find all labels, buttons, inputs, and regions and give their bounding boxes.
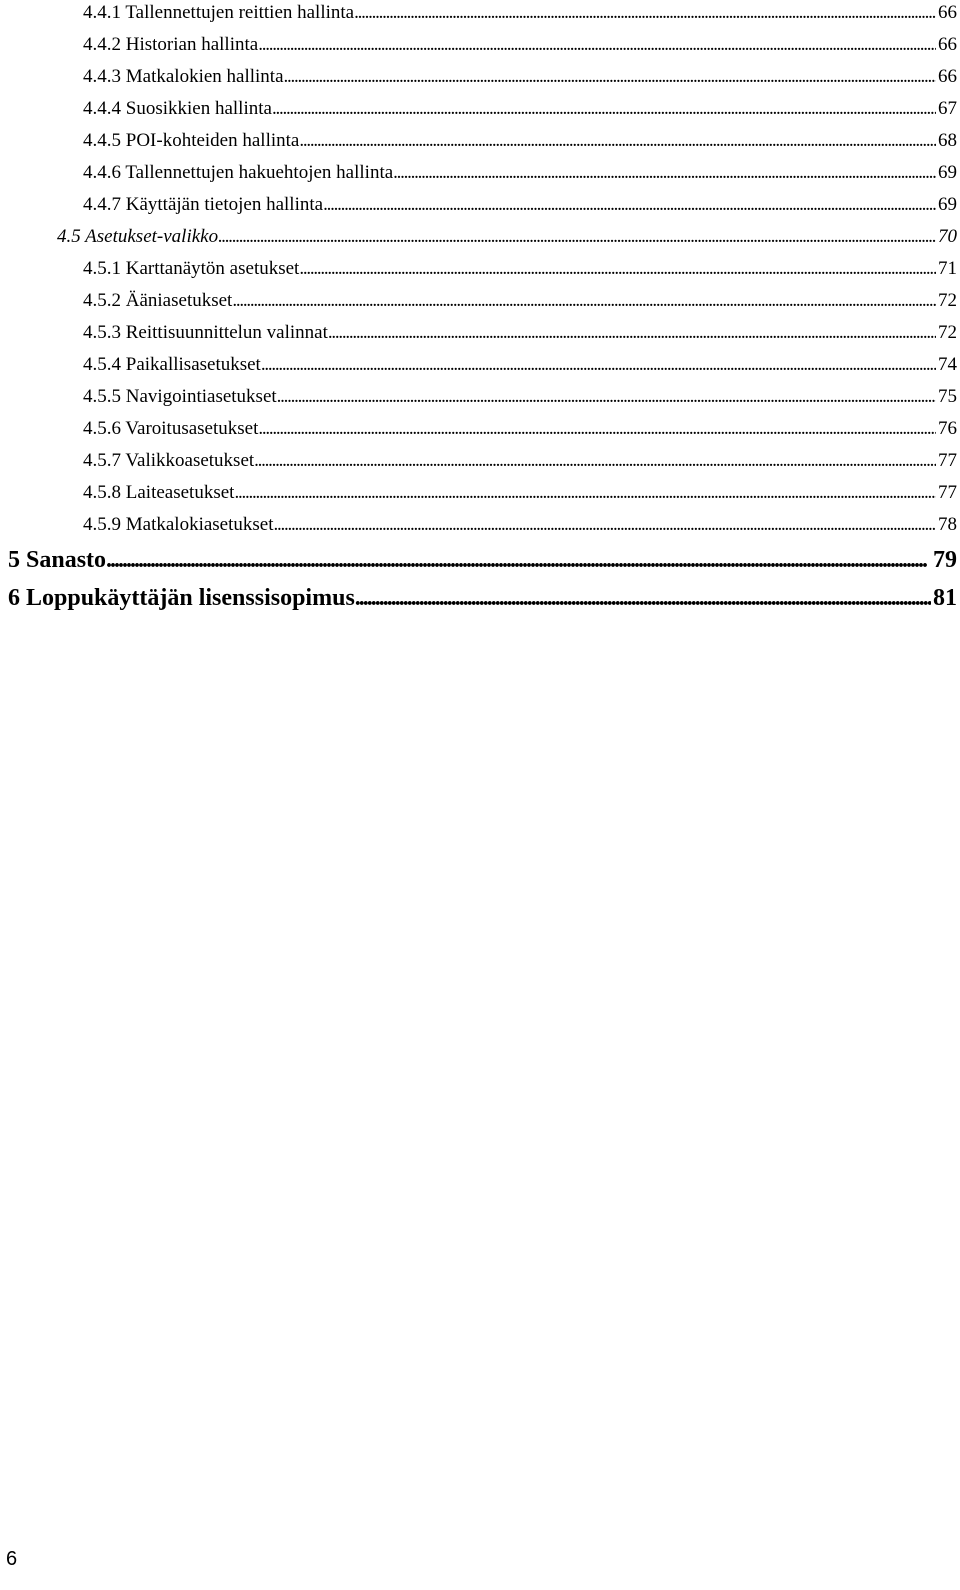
- toc-leader-dots: [274, 512, 937, 538]
- toc-entry-page: 78: [938, 514, 957, 535]
- toc-entry[interactable]: [57, 224, 957, 250]
- toc-entry[interactable]: [83, 128, 957, 154]
- toc-entry-label: 4.5.2 Ääniasetukset: [83, 290, 233, 311]
- toc-leader-dots: [254, 448, 936, 474]
- toc-leader-dots: [299, 128, 936, 154]
- toc-entry-label: 4.4.1 Tallennettujen reittien hallinta: [83, 2, 355, 23]
- toc-entry-page: 77: [938, 450, 957, 471]
- toc-leader-dots: [258, 416, 936, 442]
- toc-entry-label: 4.5.8 Laiteasetukset: [83, 482, 235, 503]
- toc-entry[interactable]: [83, 416, 957, 442]
- toc-leader-dots: [277, 384, 936, 410]
- toc-entry-label: 4.5.1 Karttanäytön asetukset: [83, 258, 300, 279]
- toc-entry-page: 69: [938, 162, 957, 183]
- toc-entry[interactable]: [83, 512, 957, 538]
- toc-leader-dots: [323, 192, 936, 218]
- toc-leader-dots: [272, 96, 936, 122]
- toc-leader-dots: [261, 352, 936, 378]
- toc-entry-page: 81: [933, 585, 957, 611]
- toc-entry[interactable]: [83, 0, 957, 26]
- toc-leader-dots: [355, 582, 931, 614]
- toc-entry-label: 4.5 Asetukset-valikko: [57, 226, 219, 247]
- toc-entry-page: 66: [938, 2, 957, 23]
- toc-entry-page: 75: [938, 386, 957, 407]
- toc-entry-label: 4.4.6 Tallennettujen hakuehtojen hallinta: [83, 162, 394, 183]
- toc-entry-label: 4.5.9 Matkalokiasetukset: [83, 514, 274, 535]
- toc-leader-dots: [232, 288, 936, 314]
- toc-entry-page: 79: [933, 547, 957, 573]
- toc-entry[interactable]: [83, 352, 957, 378]
- toc-leader-dots: [258, 32, 936, 58]
- toc-entry-label: 4.4.4 Suosikkien hallinta: [83, 98, 272, 119]
- toc-entry-page: 68: [938, 130, 957, 151]
- toc-leader-dots: [393, 160, 936, 186]
- toc-entry-label: 4.4.3 Matkalokien hallinta: [83, 66, 284, 87]
- toc-entry[interactable]: [83, 192, 957, 218]
- toc-entry-label: 4.5.4 Paikallisasetukset: [83, 354, 261, 375]
- toc-entry[interactable]: [83, 96, 957, 122]
- toc-entry-label: 4.5.5 Navigointiasetukset: [83, 386, 277, 407]
- toc-entry-page: 76: [938, 418, 957, 439]
- toc-entry-page: 72: [938, 322, 957, 343]
- toc-entry-label: 4.4.5 POI-kohteiden hallinta: [83, 130, 300, 151]
- toc-entry-label: 4.5.6 Varoitusasetukset: [83, 418, 259, 439]
- toc-entry-page: 71: [938, 258, 957, 279]
- toc-leader-dots: [106, 544, 931, 576]
- toc-entry-page: 70: [938, 226, 957, 247]
- toc-entry-label: 6 Loppukäyttäjän lisenssisopimus: [8, 585, 355, 611]
- toc-entry[interactable]: [83, 160, 957, 186]
- toc-entry[interactable]: [83, 384, 957, 410]
- toc-entry-label: 4.5.3 Reittisuunnittelun valinnat: [83, 322, 328, 343]
- toc-entry[interactable]: [8, 544, 957, 576]
- page-number: 6: [6, 1548, 18, 1570]
- toc-entry[interactable]: [83, 480, 957, 506]
- toc-entry[interactable]: [83, 256, 957, 282]
- toc-leader-dots: [234, 480, 936, 506]
- toc-leader-dots: [354, 0, 936, 26]
- toc-leader-dots: [284, 64, 936, 90]
- toc-entry-page: 66: [938, 34, 957, 55]
- toc-entry[interactable]: [83, 448, 957, 474]
- toc-leader-dots: [299, 256, 936, 282]
- toc-entry[interactable]: [83, 32, 957, 58]
- toc-entry-page: 77: [938, 482, 957, 503]
- toc-leader-dots: [328, 320, 936, 346]
- toc-entry-page: 69: [938, 194, 957, 215]
- toc-entry-page: 66: [938, 66, 957, 87]
- toc-entry[interactable]: [8, 582, 957, 614]
- toc-entry-label: 4.4.2 Historian hallinta: [83, 34, 259, 55]
- toc-entry[interactable]: [83, 320, 957, 346]
- toc-entry-page: 72: [938, 290, 957, 311]
- toc-leader-dots: [218, 224, 936, 250]
- toc-entry-page: 74: [938, 354, 957, 375]
- toc-entry[interactable]: [83, 64, 957, 90]
- toc-entry[interactable]: [83, 288, 957, 314]
- toc-entry-label: 4.5.7 Valikkoasetukset: [83, 450, 255, 471]
- toc-entry-label: 5 Sanasto: [8, 547, 107, 573]
- toc-entry-label: 4.4.7 Käyttäjän tietojen hallinta: [83, 194, 324, 215]
- toc-entry-page: 67: [938, 98, 957, 119]
